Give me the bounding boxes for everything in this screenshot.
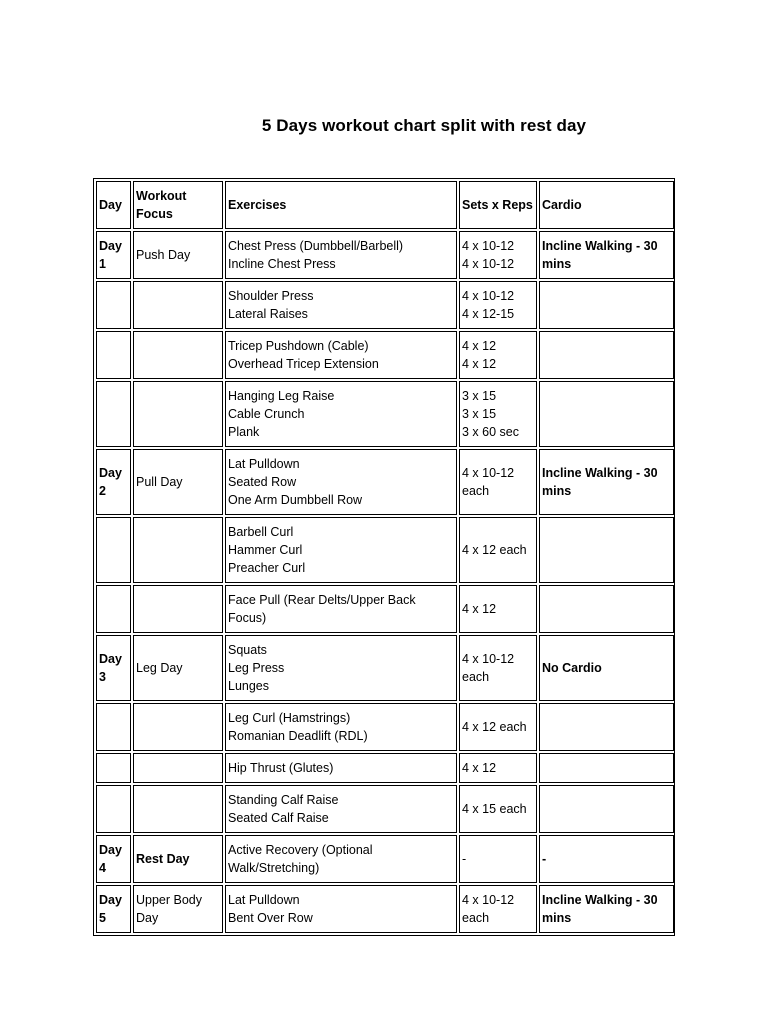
cardio-cell: No Cardio (539, 635, 674, 701)
sets-reps-value: 4 x 10-12 (462, 257, 515, 271)
workout-focus-cell (133, 331, 223, 379)
cardio-cell (539, 517, 674, 583)
exercise-item: Barbell Curl (228, 525, 294, 539)
cardio-cell (539, 753, 674, 783)
cardio-cell (539, 703, 674, 751)
exercises-cell (225, 635, 457, 701)
exercise-item: Seated Calf Raise (228, 811, 329, 825)
day-cell (96, 331, 131, 379)
cardio-cell (539, 381, 674, 447)
table-header-row (96, 181, 674, 229)
workout-focus-cell (133, 585, 223, 633)
sets-reps-value: 4 x 12 (462, 602, 497, 616)
exercise-item: Bent Over Row (228, 911, 313, 925)
sets-reps-cell (459, 785, 537, 833)
sets-reps-value: 4 x 10-12 (462, 239, 515, 253)
exercise-item: Lat Pulldown (228, 457, 300, 471)
day-cell (96, 281, 131, 329)
exercise-item: Face Pull (Rear Delts/Upper Back Focus) (228, 593, 416, 625)
day-cell (96, 753, 131, 783)
workout-focus-cell (133, 381, 223, 447)
table-body (96, 231, 674, 933)
sets-reps-cell (459, 331, 537, 379)
cardio-cell (539, 331, 674, 379)
sets-reps-cell (459, 585, 537, 633)
day-cell (96, 585, 131, 633)
exercise-item: Standing Calf Raise (228, 793, 339, 807)
day-cell (96, 703, 131, 751)
workout-focus-cell (133, 785, 223, 833)
sets-reps-value: 4 x 10-12 each (462, 893, 515, 925)
exercises-cell (225, 381, 457, 447)
workout-table (93, 178, 675, 936)
exercise-item: Squats (228, 643, 267, 657)
sets-reps-value: 4 x 12 (462, 339, 497, 353)
sets-reps-value: 4 x 12 each (462, 720, 527, 734)
cardio-cell (539, 281, 674, 329)
exercise-item: Leg Press (228, 661, 285, 675)
day-cell (96, 785, 131, 833)
workout-focus-cell (133, 753, 223, 783)
table-row (96, 885, 674, 933)
sets-reps-value: 4 x 12 (462, 761, 497, 775)
exercises-cell (225, 785, 457, 833)
sets-reps-cell (459, 449, 537, 515)
exercise-item: Hip Thrust (Glutes) (228, 761, 334, 775)
exercise-item: Hanging Leg Raise (228, 389, 335, 403)
table-row (96, 785, 674, 833)
table-row (96, 585, 674, 633)
workout-focus-cell (133, 281, 223, 329)
table-row (96, 449, 674, 515)
cardio-cell: Incline Walking - 30 mins (539, 449, 674, 515)
table-row (96, 517, 674, 583)
sets-reps-value: 3 x 60 sec (462, 425, 519, 439)
document-title: 5 Days workout chart split with rest day (261, 116, 587, 135)
exercises-cell (225, 835, 457, 883)
workout-focus-cell: Push Day (133, 231, 223, 279)
exercise-item: Plank (228, 425, 260, 439)
sets-reps-value: 4 x 12 each (462, 543, 527, 557)
exercises-cell (225, 281, 457, 329)
exercise-item: Lat Pulldown (228, 893, 300, 907)
cardio-cell: - (539, 835, 674, 883)
day-cell (96, 517, 131, 583)
exercises-cell (225, 885, 457, 933)
workout-focus-cell (133, 703, 223, 751)
exercise-item: Incline Chest Press (228, 257, 336, 271)
header-cardio: Cardio (539, 181, 674, 229)
day-cell: Day 4 (96, 835, 131, 883)
sets-reps-cell (459, 635, 537, 701)
workout-focus-cell: Leg Day (133, 635, 223, 701)
exercises-cell (225, 517, 457, 583)
exercises-cell (225, 585, 457, 633)
sets-reps-cell (459, 231, 537, 279)
sets-reps-cell (459, 753, 537, 783)
day-cell: Day 1 (96, 231, 131, 279)
exercises-cell (225, 231, 457, 279)
sets-reps-value: 4 x 10-12 each (462, 466, 515, 498)
sets-reps-value: 4 x 10-12 each (462, 652, 515, 684)
header-workout-focus: Workout Focus (133, 181, 223, 229)
sets-reps-value: - (462, 852, 467, 866)
sets-reps-value: 3 x 15 (462, 407, 497, 421)
exercise-item: Lunges (228, 679, 270, 693)
table-row (96, 703, 674, 751)
exercise-item: Romanian Deadlift (RDL) (228, 729, 368, 743)
exercise-item: Lateral Raises (228, 307, 308, 321)
day-cell (96, 381, 131, 447)
header-sets-reps: Sets x Reps (459, 181, 537, 229)
exercise-item: Shoulder Press (228, 289, 314, 303)
exercise-item: Hammer Curl (228, 543, 303, 557)
day-cell: Day 3 (96, 635, 131, 701)
exercise-item: One Arm Dumbbell Row (228, 493, 363, 507)
table-row (96, 635, 674, 701)
workout-focus-cell: Rest Day (133, 835, 223, 883)
exercises-cell (225, 449, 457, 515)
exercise-item: Active Recovery (Optional Walk/Stretching) (228, 843, 373, 875)
table-row (96, 281, 674, 329)
exercise-item: Overhead Tricep Extension (228, 357, 379, 371)
exercise-item: Leg Curl (Hamstrings) (228, 711, 351, 725)
cardio-cell: Incline Walking - 30 mins (539, 885, 674, 933)
exercise-item: Cable Crunch (228, 407, 305, 421)
exercises-cell (225, 703, 457, 751)
header-day: Day (96, 181, 131, 229)
table-row (96, 231, 674, 279)
exercise-item: Tricep Pushdown (Cable) (228, 339, 369, 353)
workout-focus-cell: Pull Day (133, 449, 223, 515)
cardio-cell (539, 585, 674, 633)
sets-reps-value: 4 x 12-15 (462, 307, 515, 321)
sets-reps-value: 3 x 15 (462, 389, 497, 403)
exercise-item: Chest Press (Dumbbell/Barbell) (228, 239, 404, 253)
workout-focus-cell: Upper Body Day (133, 885, 223, 933)
exercises-cell (225, 753, 457, 783)
table-row (96, 381, 674, 447)
exercise-item: Preacher Curl (228, 561, 306, 575)
sets-reps-cell (459, 381, 537, 447)
sets-reps-cell (459, 885, 537, 933)
sets-reps-cell (459, 281, 537, 329)
workout-focus-cell (133, 517, 223, 583)
cardio-cell: Incline Walking - 30 mins (539, 231, 674, 279)
sets-reps-cell (459, 835, 537, 883)
exercises-cell (225, 331, 457, 379)
sets-reps-value: 4 x 15 each (462, 802, 527, 816)
header-exercises: Exercises (225, 181, 457, 229)
cardio-cell (539, 785, 674, 833)
exercise-item: Seated Row (228, 475, 297, 489)
table-row (96, 835, 674, 883)
day-cell: Day 2 (96, 449, 131, 515)
sets-reps-value: 4 x 12 (462, 357, 497, 371)
sets-reps-value: 4 x 10-12 (462, 289, 515, 303)
sets-reps-cell (459, 703, 537, 751)
sets-reps-cell (459, 517, 537, 583)
day-cell: Day 5 (96, 885, 131, 933)
table-row (96, 753, 674, 783)
table-row (96, 331, 674, 379)
